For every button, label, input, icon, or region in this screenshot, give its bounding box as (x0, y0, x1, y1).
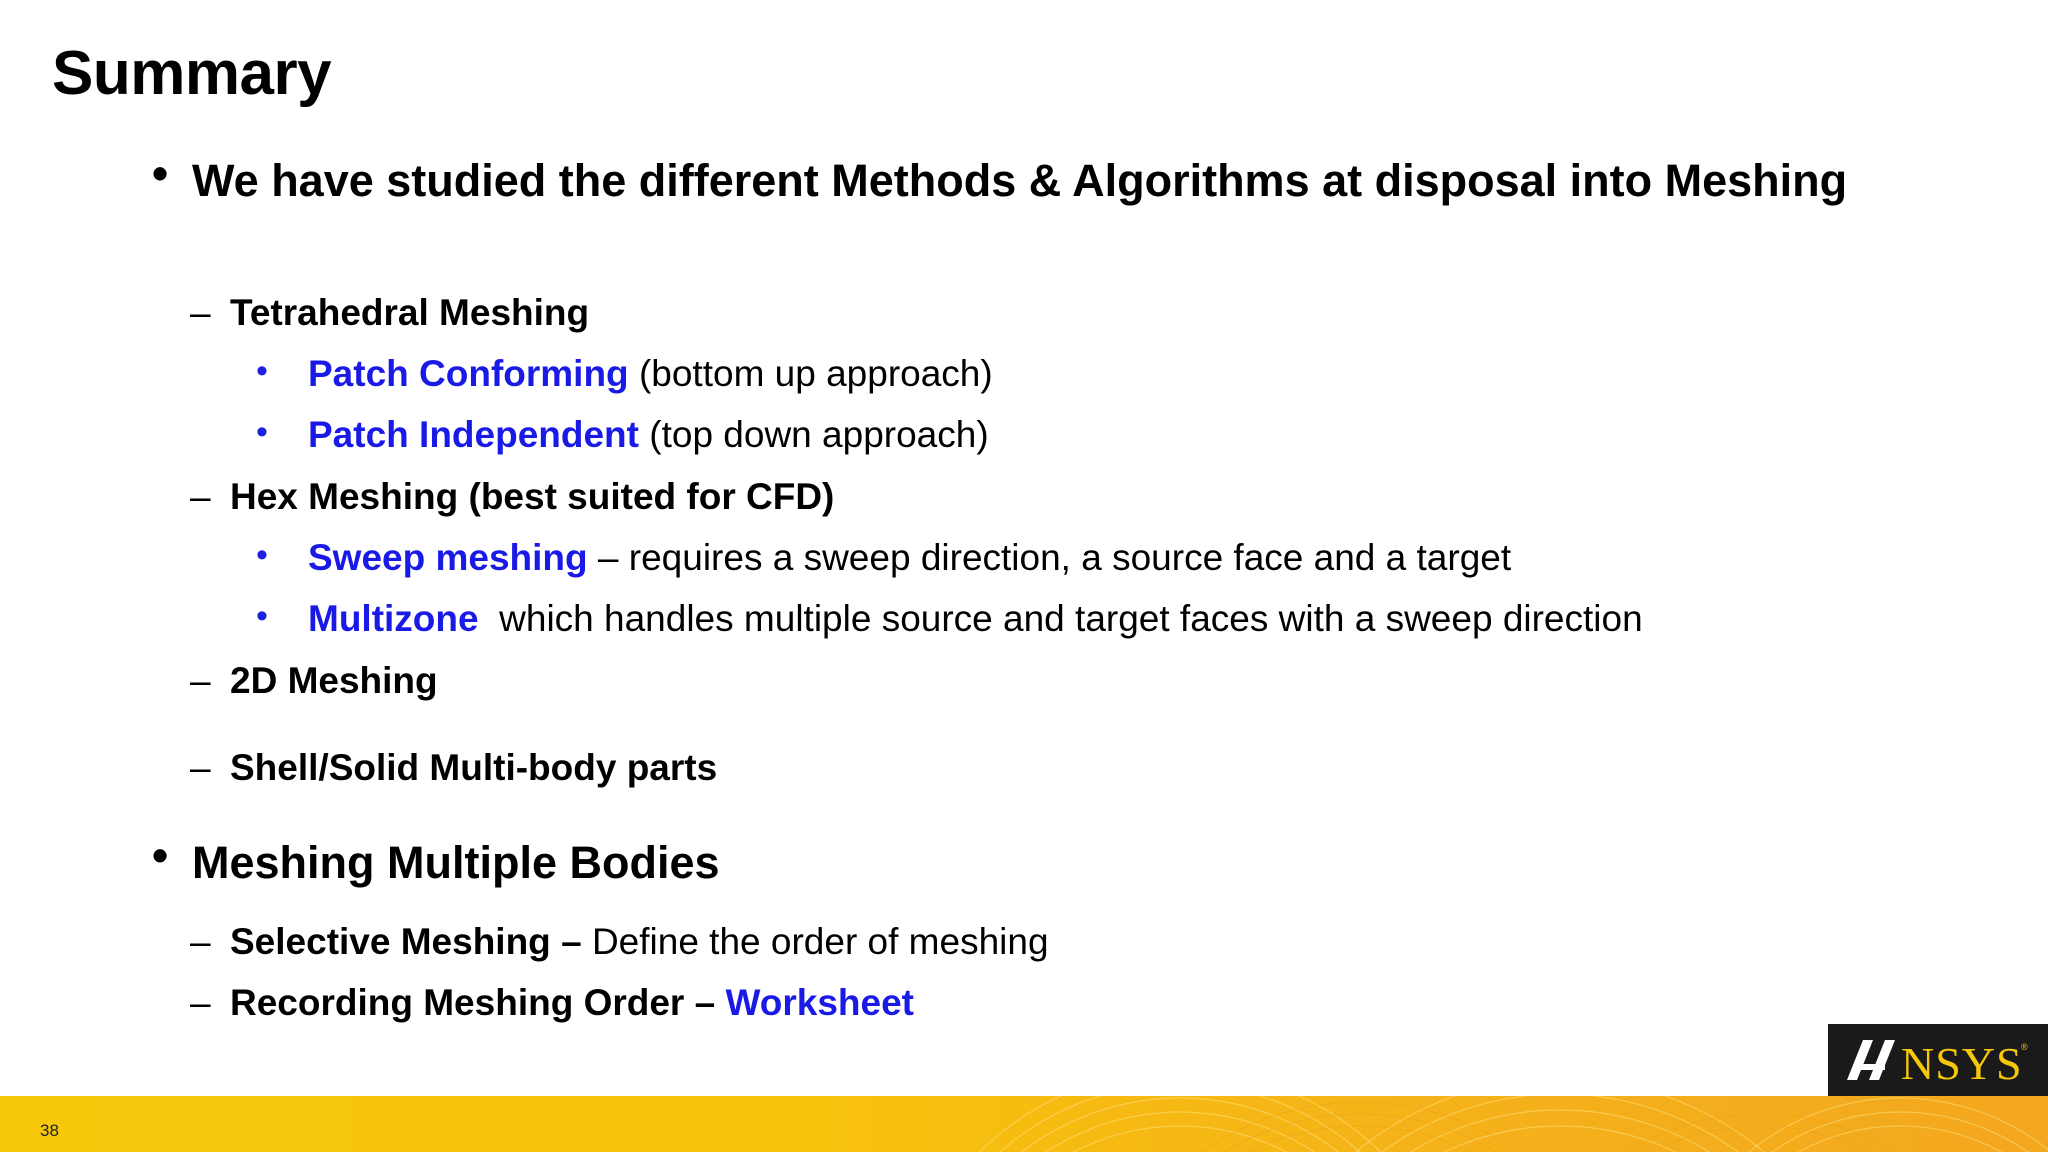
sub-item-label: 2D Meshing (230, 660, 438, 701)
highlight-text: Patch Conforming (308, 353, 629, 394)
sub-item-label: Recording Meshing Order – (230, 982, 726, 1023)
dash-marker: – (190, 476, 211, 517)
dash-marker: – (190, 660, 211, 701)
sub-item-label: Tetrahedral Meshing (230, 292, 590, 333)
footer-band (0, 1096, 2048, 1152)
sub-item-label: Hex Meshing (best suited for CFD) (230, 476, 835, 517)
bullet-marker: • (152, 147, 169, 199)
dash-marker: – (190, 747, 211, 788)
bullet-marker: • (256, 413, 268, 451)
highlight-text: Multizone (308, 598, 479, 639)
highlight-text: Patch Independent (308, 414, 639, 455)
item-text: which handles multiple source and target faces with a sweep direction (478, 598, 1643, 639)
item-text: (top down approach) (638, 414, 989, 455)
bullet-marker: • (256, 352, 268, 390)
bullet-text: Meshing Multiple Bodies (192, 837, 720, 888)
ansys-logo-mark (1843, 1034, 2033, 1086)
item-text: Define the order of meshing (591, 921, 1049, 962)
sub-item-label: Shell/Solid Multi-body parts (230, 747, 718, 788)
dash-marker: – (190, 982, 211, 1023)
dash-marker: – (190, 921, 211, 962)
sub-item-label: Selective Meshing – (230, 921, 592, 962)
highlight-text: Sweep meshing (308, 537, 588, 578)
page-number: 38 (40, 1121, 59, 1140)
svg-text:NSYS: NSYS (1901, 1038, 2023, 1086)
highlight-text: Worksheet (725, 982, 914, 1023)
slide-title: Summary (52, 39, 332, 108)
ansys-logo (1828, 1024, 2048, 1096)
bullet-marker: • (152, 829, 169, 881)
svg-text:®: ® (2021, 1042, 2028, 1052)
bullet-marker: • (256, 536, 268, 574)
dash-marker: – (190, 292, 211, 333)
bullet-text: We have studied the different Methods & Algorithms at disposal into Meshing (192, 155, 1848, 206)
footer-pattern (0, 1096, 2048, 1152)
item-text: (bottom up approach) (628, 353, 993, 394)
bullet-marker: • (256, 597, 268, 635)
item-text: – requires a sweep direction, a source face and a target (587, 537, 1512, 578)
